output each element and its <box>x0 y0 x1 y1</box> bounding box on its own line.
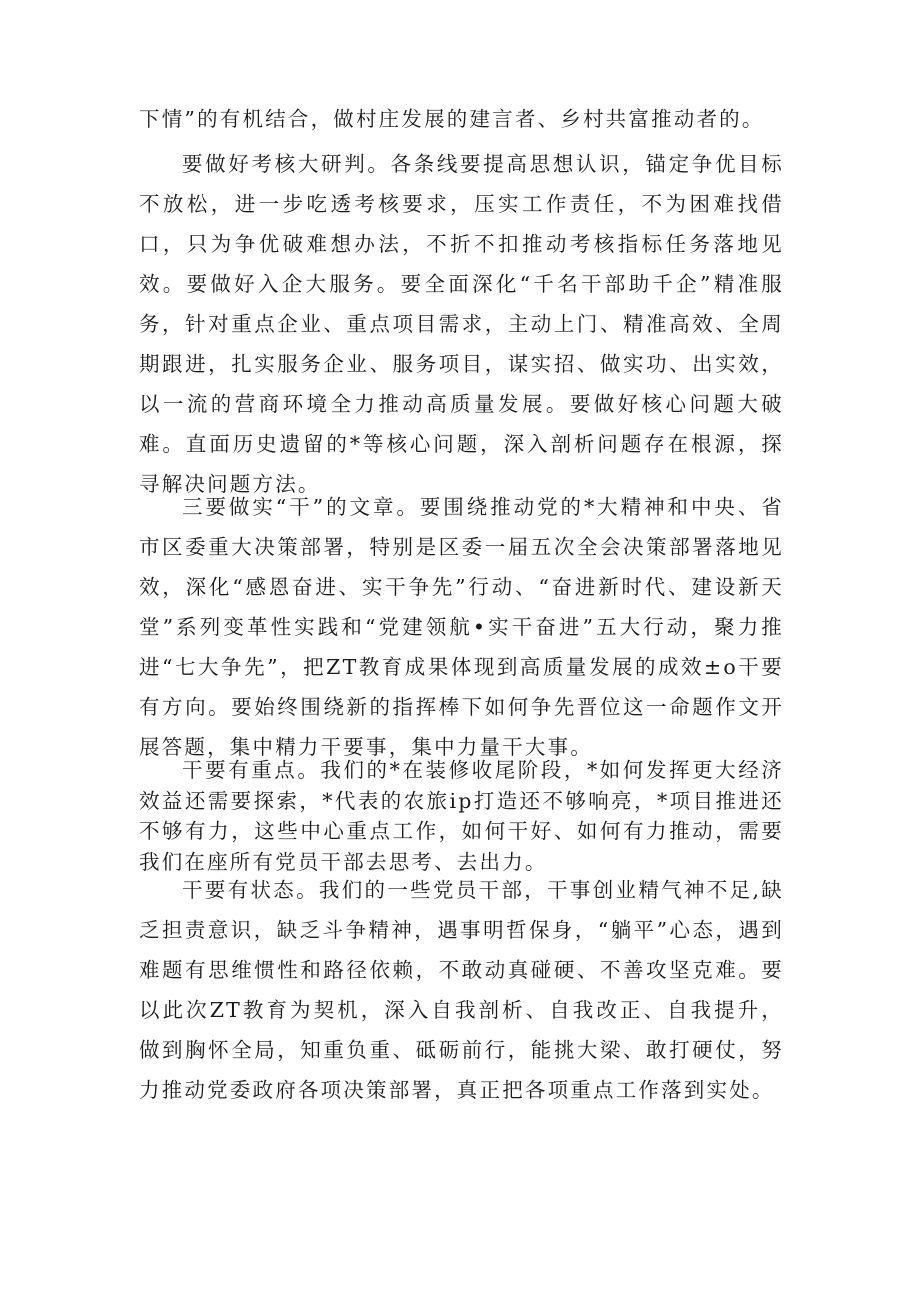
paragraph-third-point: 三要做实“干”的文章。要围绕推动党的*大精神和中央、省市区委重大决策部署，特别是区委一届五次全会决策部署落地见效，深化“感恩奋进、实干争先”行动、“奋进新时代、建设新天堂”系列变革性实践和“党建领航•实干奋进”五大行动，聚力推进“七大争先”，把ZT教育成果体现到高质量发展的成效±o干要有方向。要始终围绕新的指挥棒下如何争先晋位这一命题作文开展答题，集中精力干要事，集中力量干大事。 <box>139 495 784 759</box>
paragraph-continuation: 下情”的有机结合，做村庄发展的建言者、乡村共富推动者的。 <box>139 107 765 131</box>
paragraph-assessment: 要做好考核大研判。各条线要提高思想认识，锚定争优目标不放松，进一步吃透考核要求，压实工作责任，不为困难找借口，只为争优破难想办法，不折不扣推动考核指标任务落地见效。要做好入企大服务。要全面深化“千名干部助千企”精准服务，针对重点企业、重点项目需求，主动上门、精准高效、全周期跟进，扎实服务企业、服务项目，谋实招、做实功、出实效，以一流的营商环境全力推动高质量发展。要做好核心问题大破难。直面历史遗留的*等核心问题，深入剖析问题存在根源，探寻解决问题方法。 <box>139 152 784 496</box>
paragraph-attitude: 干要有状态。我们的一些党员干部，干事创业精气神不足,缺乏担责意识，缺乏斗争精神，遇事明哲保身，“躺平”心态，遇到难题有思维惯性和路径依赖，不敢动真碰硬、不善攻坚克难。要以此次ZT教育为契机，深入自我剖析、自我改正、自我提升，做到胸怀全局，知重负重、砥砺前行，能挑大梁、敢打硬仗，努力推动党委政府各项决策部署，真正把各项重点工作落到实处。 <box>139 878 784 1102</box>
paragraph-focus: 干要有重点。我们的*在装修收尾阶段，*如何发挥更大经济效益还需要探索，*代表的农旅ip打造还不够响亮，*项目推进还不够有力，这些中心重点工作，如何干好、如何有力推动，需要我们在座所有党员干部去思考、去出力。 <box>139 758 784 874</box>
